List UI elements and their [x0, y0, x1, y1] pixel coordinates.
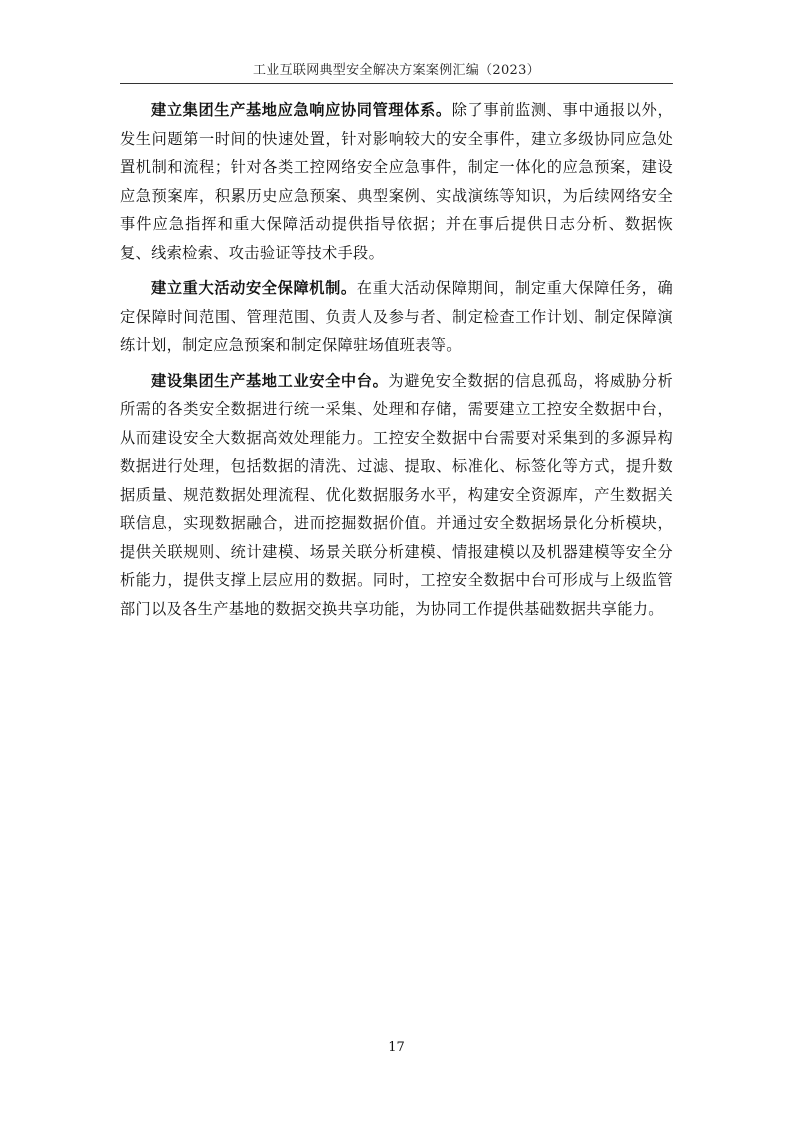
paragraph-heading: 建立重大活动安全保障机制。 — [151, 279, 357, 297]
running-header: 工业互联网典型安全解决方案案例汇编（2023） — [253, 63, 540, 78]
paragraph-heading: 建立集团生产基地应急响应协同管理体系。 — [151, 101, 452, 119]
paragraph-text: 除了事前监测、事中通报以外，发生问题第一时间的快速处置，针对影响较大的安全事件，建立多级协同应急处置机制和流程；针对各类工控网络安全应急事件，制定一体化的应急预案，建设应急预案库，积累历史应急预案、典型案例、实战演练等知识，为后续网络安全事件应急指挥和重大保障活动提供指导依据；并在事后提供日志分析、数据恢复、线索检索、攻击验证等技术手段。 — [120, 101, 674, 262]
document-body — [120, 96, 673, 630]
paragraph-major-event-security — [120, 274, 673, 360]
paragraph-emergency-response — [120, 96, 673, 267]
paragraph-text: 在重大活动保障期间，制定重大保障任务，确定保障时间范围、管理范围、负责人及参与者、制定检查工作计划、制定保障演练计划，制定应急预案和制定保障驻场值班表等。 — [120, 279, 673, 354]
paragraph-security-middle-platform — [120, 367, 673, 624]
paragraph-heading: 建设集团生产基地工业安全中台。 — [151, 371, 389, 390]
paragraph-text: 为避免安全数据的信息孤岛，将威胁分析所需的各类安全数据进行统一采集、处理和存储，需要建立工控安全数据中台，从而建设安全大数据高效处理能力。工控安全数据中台需要对采集到的多源异构数据进行处理，包括数据的清洗、过滤、提取、标准化、标签化等方式，提升数据质量、规范数据处理流程、优化数据服务水平，构建安全资源库，产生数据关联信息，实现数据融合，进而挖掘数据价值。并通过安全数据场景化分析模块，提供关联规则、统计建模、场景关联分析建模、情报建模以及机器建模等安全分析能力，提供支撑上层应用的数据。同时，工控安全数据中台可形成与上级监管部门以及各生产基地的数据交换共享功能，为协同工作提供基础数据共享能力。 — [120, 371, 673, 618]
header-divider — [120, 83, 673, 84]
page-number: 17 — [388, 1040, 405, 1055]
